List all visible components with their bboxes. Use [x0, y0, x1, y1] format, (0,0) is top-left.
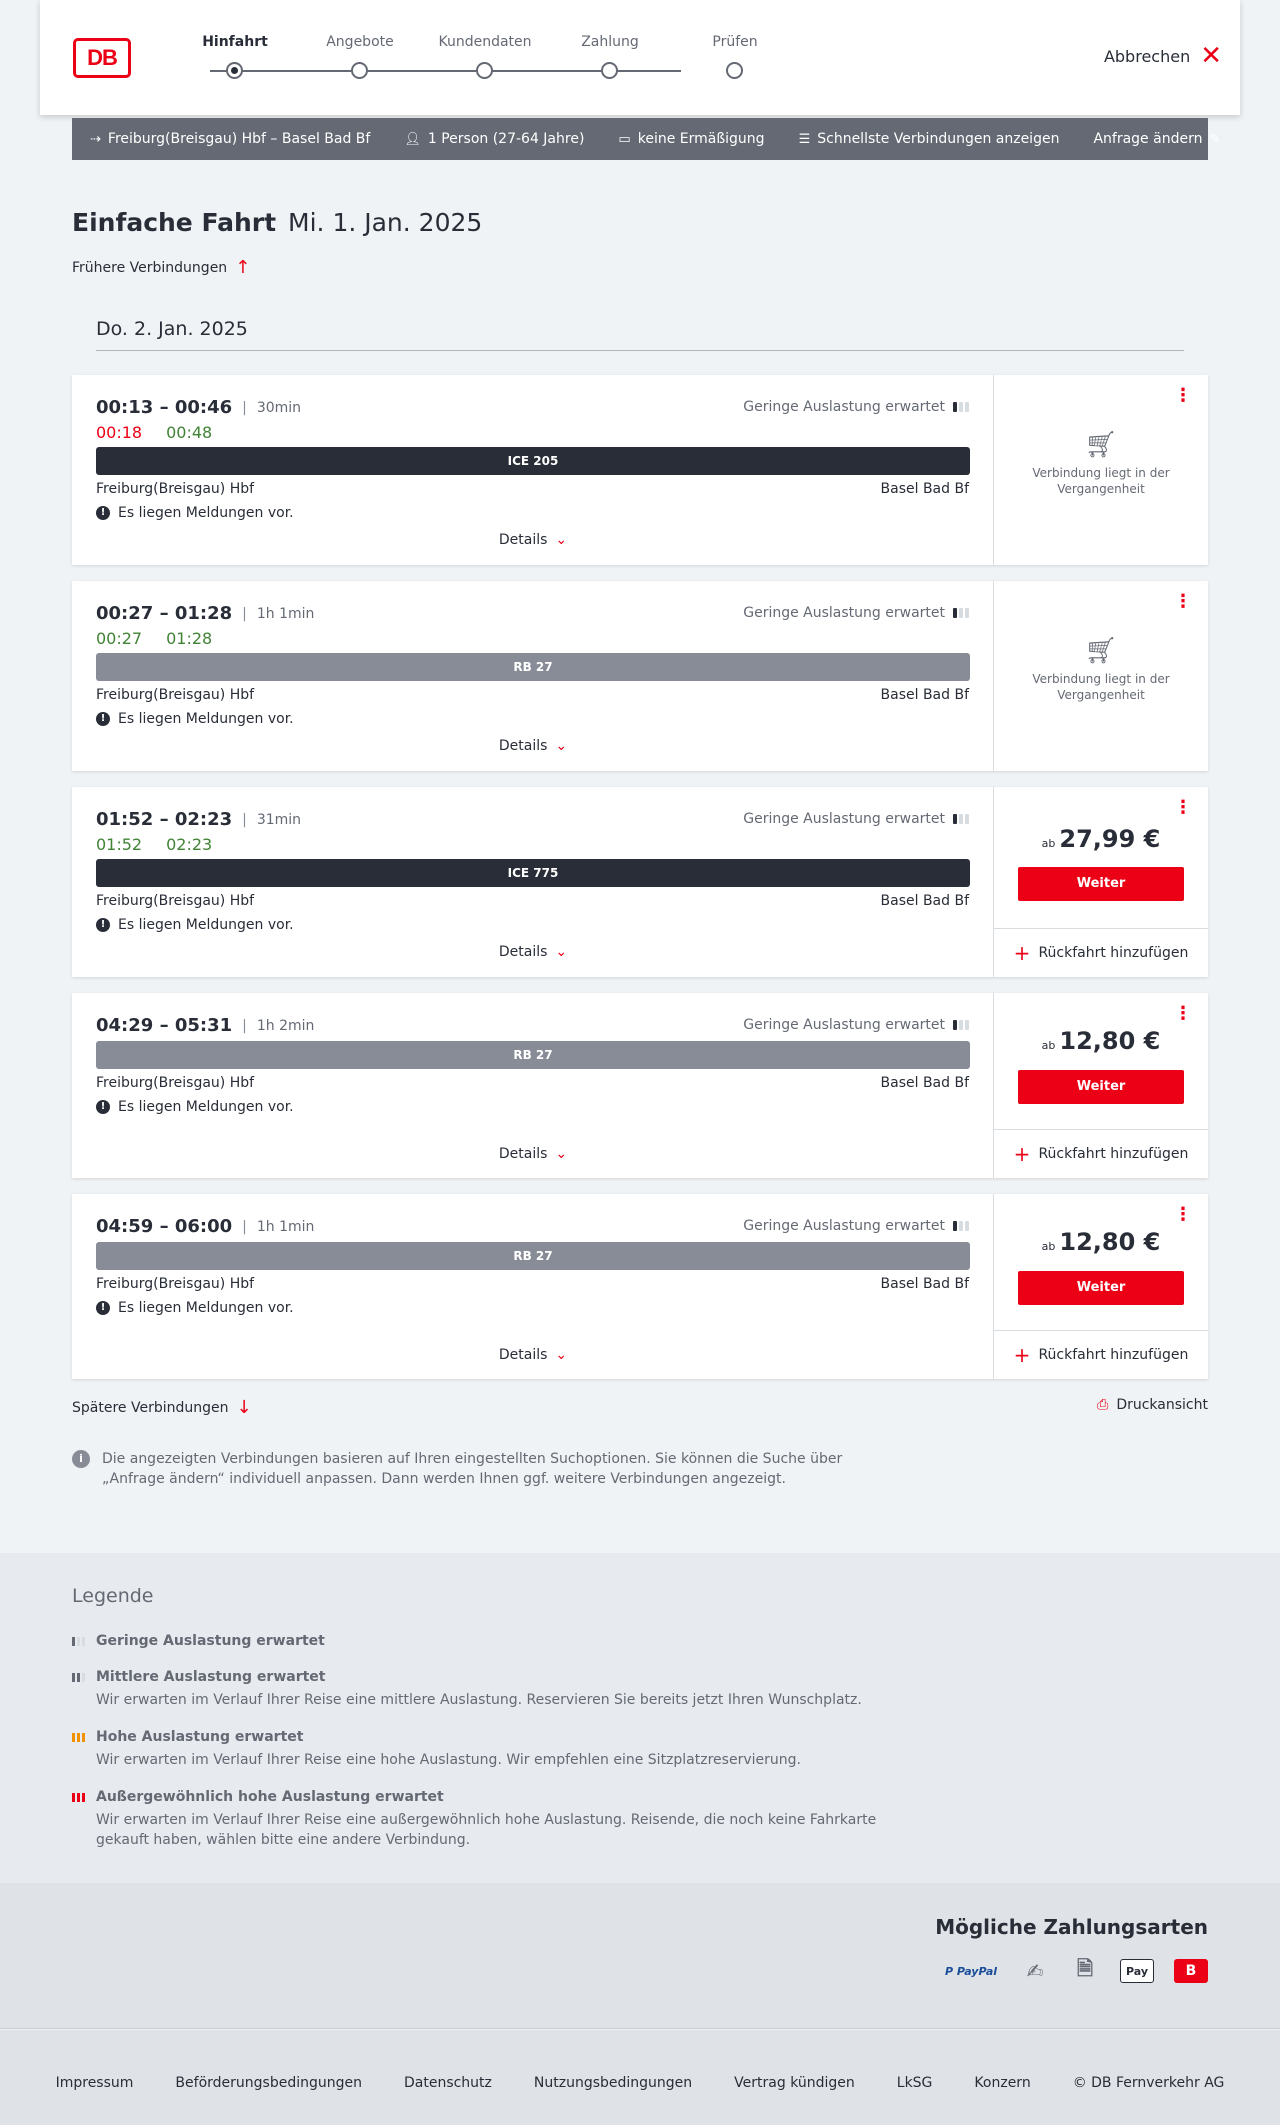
- connection-duration: 1h 2min: [256, 1017, 315, 1034]
- add-return-button[interactable]: + Rückfahrt hinzufügen: [994, 1330, 1208, 1378]
- arrival-station: Basel Bad Bf: [880, 1075, 969, 1091]
- message-notice: ! Es liegen Meldungen vor.: [96, 917, 294, 933]
- passenger-summary: 👤︎ 1 Person (27-64 Jahre): [404, 131, 585, 147]
- step-dot: [476, 62, 493, 79]
- more-options-icon[interactable]: ⋮: [1174, 385, 1192, 406]
- more-options-icon[interactable]: ⋮: [1174, 1204, 1192, 1225]
- load-indicator: Geringe Auslastung erwartet: [743, 1017, 969, 1033]
- printer-icon: ⎙: [1097, 1397, 1109, 1413]
- chevron-down-icon: ⌄: [555, 1347, 568, 1363]
- price: ab 27,99 €: [1041, 825, 1161, 853]
- discount-summary: ▭ keine Ermäßigung: [618, 131, 765, 147]
- plus-icon: +: [1013, 940, 1031, 965]
- occupancy-low-icon: [953, 402, 969, 412]
- add-return-button[interactable]: + Rückfahrt hinzufügen: [994, 928, 1208, 976]
- departure-station: Freiburg(Breisgau) Hbf: [96, 481, 255, 497]
- cancel-button[interactable]: Abbrechen ✕: [1103, 41, 1222, 71]
- page-title: Einfache Fahrt Mi. 1. Jan. 2025: [72, 208, 483, 237]
- load-indicator: Geringe Auslastung erwartet: [743, 1218, 969, 1234]
- person-icon: 👤︎: [404, 131, 421, 147]
- load-indicator: Geringe Auslastung erwartet: [743, 399, 969, 415]
- load-indicator: Geringe Auslastung erwartet: [743, 605, 969, 621]
- connection-times: 00:13 – 00:46: [96, 397, 233, 418]
- later-connections-link[interactable]: Spätere Verbindungen ↓: [72, 1397, 252, 1418]
- sliders-icon: ☰: [798, 131, 811, 147]
- occupancy-low-icon: [953, 608, 969, 618]
- arrival-station: Basel Bad Bf: [880, 1276, 969, 1292]
- cart-unavailable-icon: 🛒︎: [1084, 636, 1118, 666]
- legend-title: Legende: [72, 1585, 154, 1607]
- train-bar[interactable]: ICE 775: [96, 859, 970, 887]
- occupancy-low-icon: [953, 1221, 969, 1231]
- connection-duration: 1h 1min: [256, 1218, 315, 1235]
- legend-item: Mittlere Auslastung erwartet Wir erwarten im Verlauf Ihrer Reise eine mittlere Auslastung. Reservieren Sie bereits jetzt Ihren Wunschplatz.: [72, 1669, 892, 1710]
- info-icon: i: [72, 1450, 90, 1468]
- pencil-icon: ✎: [1209, 131, 1221, 147]
- connection-duration: 30min: [256, 399, 302, 416]
- step-zahlung: Zahlung: [555, 34, 665, 54]
- alert-icon: !: [96, 506, 110, 520]
- step-dot: [226, 62, 243, 79]
- occupancy-low-icon: [953, 1020, 969, 1030]
- cart-unavailable-icon: 🛒︎: [1084, 430, 1118, 460]
- connection-card: 00:13 – 00:46 | 30min 00:18 00:48 Geringe Auslastung erwartet ICE 205 Freiburg(Breisgau) Hbf Basel Bad Bf ! Es liegen Meldungen vor. Details ⌄ ⋮ 🛒︎ Verbindung liegt in der Vergangenheit: [72, 375, 1208, 565]
- price: ab 12,80 €: [1041, 1027, 1161, 1055]
- connection-card: 04:29 – 05:31 | 1h 2min Geringe Auslastung erwartet RB 27 Freiburg(Breisgau) Hbf Basel Bad Bf ! Es liegen Meldungen vor. Details ⌄ ⋮ ab 12,80 € Weiter + Rückfahrt hinzufügen: [72, 993, 1208, 1178]
- close-icon: ✕: [1200, 41, 1222, 71]
- header: [40, 0, 1240, 115]
- alert-icon: !: [96, 1301, 110, 1315]
- footer-link-lksg[interactable]: LkSG: [896, 2075, 933, 2091]
- more-options-icon[interactable]: ⋮: [1174, 1003, 1192, 1024]
- message-notice: ! Es liegen Meldungen vor.: [96, 1099, 294, 1115]
- search-summary-bar: [72, 118, 1221, 160]
- train-bar[interactable]: RB 27: [96, 1242, 970, 1270]
- train-bar[interactable]: RB 27: [96, 1041, 970, 1069]
- details-toggle[interactable]: Details ⌄: [498, 944, 568, 960]
- step-dot: [726, 62, 743, 79]
- departure-station: Freiburg(Breisgau) Hbf: [96, 893, 255, 909]
- occupancy-medium-icon: [72, 1673, 86, 1682]
- plus-icon: +: [1013, 1141, 1031, 1166]
- chevron-down-icon: ⌄: [555, 1146, 568, 1162]
- occupancy-extreme-icon: [72, 1793, 86, 1802]
- connection-times: 04:29 – 05:31: [96, 1015, 233, 1036]
- connection-times: 04:59 – 06:00: [96, 1216, 233, 1237]
- step-angebote: Angebote: [305, 34, 415, 54]
- step-kundendaten: Kundendaten: [430, 34, 540, 54]
- departure-station: Freiburg(Breisgau) Hbf: [96, 687, 255, 703]
- continue-button[interactable]: Weiter: [1018, 1271, 1184, 1305]
- connection-times: 01:52 – 02:23: [96, 809, 233, 830]
- payment-methods: [0, 1883, 1280, 2029]
- edit-request-button[interactable]: Anfrage ändern ✎: [1093, 131, 1221, 147]
- search-info-note: i Die angezeigten Verbindungen basieren auf Ihren eingestellten Suchoptionen. Sie können die Suche über „Anfrage ändern“ individuell anpassen. Dann werden Ihnen ggf. weitere Verbindungen angezeigt.: [72, 1449, 852, 1489]
- message-notice: ! Es liegen Meldungen vor.: [96, 711, 294, 727]
- price: ab 12,80 €: [1041, 1228, 1161, 1256]
- credit-card-icon: ✍: [1026, 1959, 1044, 1983]
- continue-button[interactable]: Weiter: [1018, 867, 1184, 901]
- details-toggle[interactable]: Details ⌄: [498, 1146, 568, 1162]
- occupancy-high-icon: [72, 1733, 86, 1742]
- arrival-station: Basel Bad Bf: [880, 481, 969, 497]
- legend: [0, 1553, 1280, 1883]
- footer-link-nutzungsbedingungen[interactable]: Nutzungsbedingungen: [533, 2075, 693, 2091]
- connection-duration: 1h 1min: [256, 605, 315, 622]
- realtime-times: 00:18 00:48: [96, 423, 213, 442]
- connection-times: 00:27 – 01:28: [96, 603, 233, 624]
- print-view-link[interactable]: ⎙ Druckansicht: [1097, 1397, 1208, 1413]
- add-return-button[interactable]: + Rückfahrt hinzufügen: [994, 1129, 1208, 1177]
- alert-icon: !: [96, 1100, 110, 1114]
- footer-link-vertrag-kuendigen[interactable]: Vertrag kündigen: [734, 2075, 855, 2091]
- arrival-station: Basel Bad Bf: [880, 893, 969, 909]
- step-dot: [351, 62, 368, 79]
- db-logo[interactable]: DB: [73, 38, 131, 78]
- arrow-right-icon: ⇢: [90, 131, 101, 147]
- travel-date: Mi. 1. Jan. 2025: [288, 208, 483, 237]
- route-summary: ⇢ Freiburg(Breisgau) Hbf – Basel Bad Bf: [90, 131, 371, 147]
- connection-card: 00:27 – 01:28 | 1h 1min 00:27 01:28 Geringe Auslastung erwartet RB 27 Freiburg(Breisgau) Hbf Basel Bad Bf ! Es liegen Meldungen vor. Details ⌄ ⋮ 🛒︎ Verbindung liegt in der Vergangenheit: [72, 581, 1208, 771]
- plus-icon: +: [1013, 1342, 1031, 1367]
- footer-link-konzern[interactable]: Konzern: [974, 2075, 1031, 2091]
- connection-card: 01:52 – 02:23 | 31min 01:52 02:23 Geringe Auslastung erwartet ICE 775 Freiburg(Breisgau) Hbf Basel Bad Bf ! Es liegen Meldungen vor. Details ⌄ ⋮ ab 27,99 € Weiter + Rückfahrt hinzufügen: [72, 787, 1208, 977]
- footer-copyright: © DB Fernverkehr AG: [1072, 2075, 1225, 2091]
- apple-pay-icon: Pay: [1120, 1959, 1154, 1983]
- details-toggle[interactable]: Details ⌄: [498, 738, 568, 754]
- arrow-down-icon: ↓: [236, 1397, 252, 1418]
- connection-duration: 31min: [256, 811, 302, 828]
- train-bar[interactable]: ICE 205: [96, 447, 970, 475]
- chevron-down-icon: ⌄: [555, 944, 568, 960]
- footer-link-datenschutz[interactable]: Datenschutz: [403, 2075, 492, 2091]
- departure-station: Freiburg(Breisgau) Hbf: [96, 1075, 255, 1091]
- realtime-times: 00:27 01:28: [96, 629, 213, 648]
- load-indicator: Geringe Auslastung erwartet: [743, 811, 969, 827]
- chevron-down-icon: ⌄: [555, 738, 568, 754]
- legend-item: Geringe Auslastung erwartet: [72, 1633, 892, 1649]
- payment-methods-title: Mögliche Zahlungsarten: [935, 1915, 1208, 1939]
- past-connection-notice: 🛒︎ Verbindung liegt in der Vergangenheit: [994, 437, 1208, 497]
- db-bahncard-icon: B: [1174, 1959, 1208, 1983]
- sepa-icon: 🗎︎: [1076, 1956, 1094, 1980]
- continue-button[interactable]: Weiter: [1018, 1070, 1184, 1104]
- past-connection-notice: 🛒︎ Verbindung liegt in der Vergangenheit: [994, 643, 1208, 703]
- more-options-icon[interactable]: ⋮: [1174, 797, 1192, 818]
- arrival-station: Basel Bad Bf: [880, 687, 969, 703]
- train-bar[interactable]: RB 27: [96, 653, 970, 681]
- footer-link-impressum[interactable]: Impressum: [55, 2075, 134, 2091]
- legend-item: Außergewöhnlich hohe Auslastung erwartet Wir erwarten im Verlauf Ihrer Reise eine außergewöhnlich hohe Auslastung. Reisende, die noch keine Fahrkarte gekauft haben, wählen bitte eine andere Verbindung.: [72, 1789, 892, 1850]
- day-separator: Do. 2. Jan. 2025: [96, 318, 1184, 351]
- paypal-icon: P PayPal: [944, 1964, 998, 1978]
- details-toggle[interactable]: Details ⌄: [498, 532, 568, 548]
- fastest-connections-toggle[interactable]: ☰ Schnellste Verbindungen anzeigen: [798, 131, 1060, 147]
- message-notice: ! Es liegen Meldungen vor.: [96, 1300, 294, 1316]
- earlier-connections-link[interactable]: Frühere Verbindungen ↑: [72, 257, 251, 278]
- occupancy-low-icon: [72, 1637, 86, 1646]
- connection-card: 04:59 – 06:00 | 1h 1min Geringe Auslastung erwartet RB 27 Freiburg(Breisgau) Hbf Basel Bad Bf ! Es liegen Meldungen vor. Details ⌄ ⋮ ab 12,80 € Weiter + Rückfahrt hinzufügen: [72, 1194, 1208, 1379]
- legend-item: Hohe Auslastung erwartet Wir erwarten im Verlauf Ihrer Reise eine hohe Auslastung. Wir empfehlen eine Sitzplatzreservierung.: [72, 1729, 892, 1770]
- step-dot: [601, 62, 618, 79]
- footer: [0, 2030, 1280, 2125]
- details-toggle[interactable]: Details ⌄: [498, 1347, 568, 1363]
- footer-link-befoerderungsbedingungen[interactable]: Beförderungsbedingungen: [175, 2075, 362, 2091]
- alert-icon: !: [96, 712, 110, 726]
- more-options-icon[interactable]: ⋮: [1174, 591, 1192, 612]
- card-icon: ▭: [618, 131, 631, 147]
- occupancy-low-icon: [953, 814, 969, 824]
- realtime-times: 01:52 02:23: [96, 835, 213, 854]
- step-pruefen: Prüfen: [680, 34, 790, 54]
- chevron-down-icon: ⌄: [555, 532, 568, 548]
- progress-steps: [180, 34, 758, 84]
- message-notice: ! Es liegen Meldungen vor.: [96, 505, 294, 521]
- departure-station: Freiburg(Breisgau) Hbf: [96, 1276, 255, 1292]
- alert-icon: !: [96, 918, 110, 932]
- step-hinfahrt[interactable]: Hinfahrt: [180, 34, 290, 54]
- arrow-up-icon: ↑: [235, 257, 251, 278]
